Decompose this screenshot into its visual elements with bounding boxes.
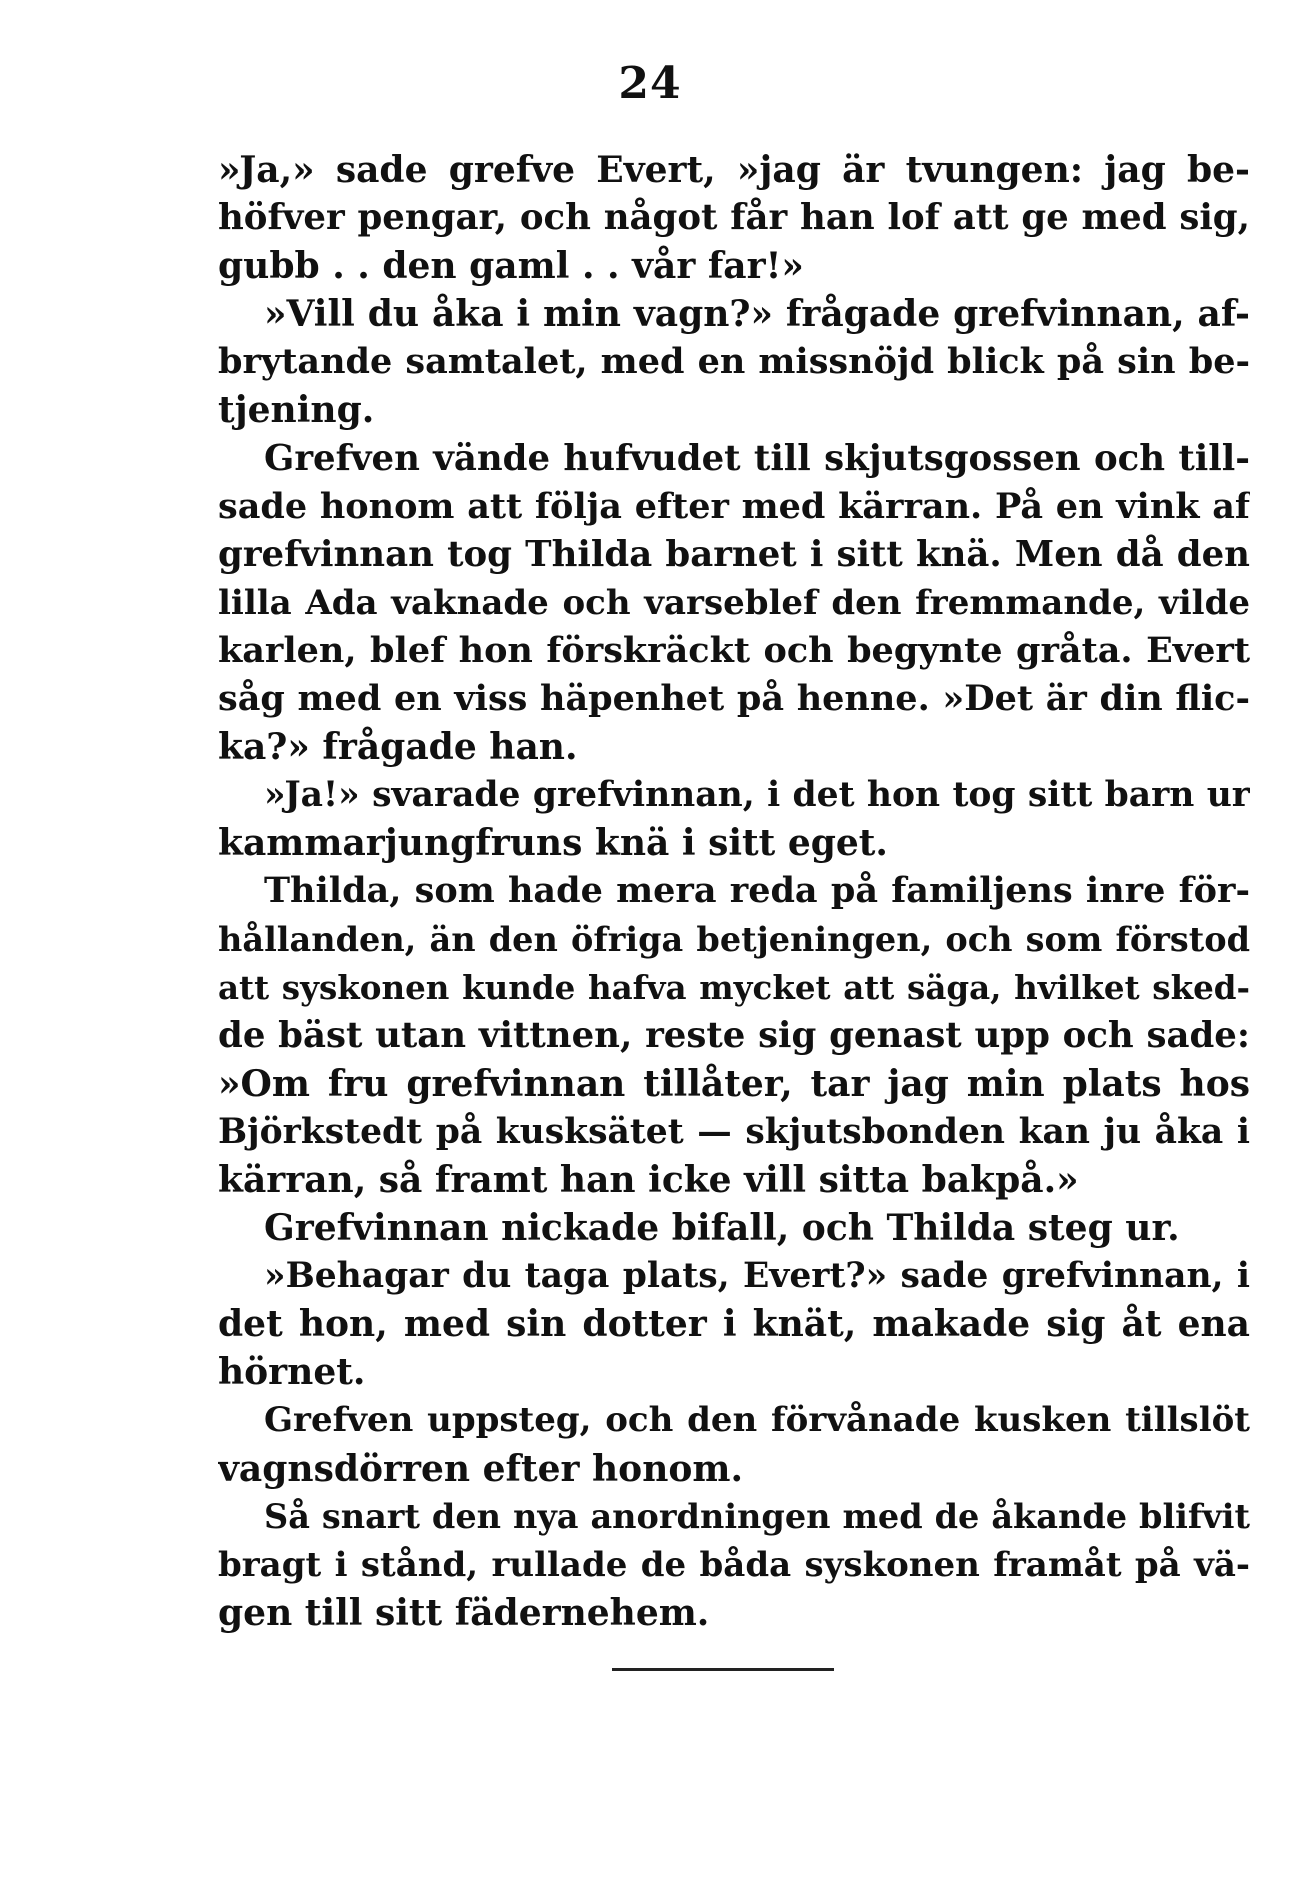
text-line: ka?» frågade han.	[218, 726, 578, 769]
text-line: karlen, blef hon förskräckt och begynte gråta. Evert	[218, 629, 1250, 671]
text-line: Grefven uppsteg, och den förvånade kusken tillslöt	[264, 1400, 1250, 1441]
text-line: Thilda, som hade mera reda på familjens inre för-	[264, 870, 1250, 912]
text-line: »Om fru grefvinnan tillåter, tar jag min plats hos	[218, 1062, 1250, 1105]
text-line: vagnsdörren efter honom.	[218, 1447, 744, 1490]
text-line: brytande samtalet, med en missnöjd blick på sin be-	[218, 341, 1250, 383]
text-line: tjening.	[218, 389, 375, 432]
end-rule-divider	[612, 1668, 834, 1671]
text-line: att syskonen kunde hafva mycket att säga, hvilket sked-	[218, 967, 1250, 1007]
page-number: 24	[618, 58, 682, 109]
text-line: kärran, så framt han icke vill sitta bakpå.»	[218, 1158, 1079, 1201]
text-line: det hon, med sin dotter i knät, makade sig åt ena	[218, 1303, 1250, 1346]
text-line: hållanden, än den öfriga betjeningen, och som förstod	[218, 919, 1250, 959]
text-line: sade honom att följa efter med kärran. På en vink af	[218, 485, 1250, 527]
text-line: Grefvinnan nickade bifall, och Thilda steg ur.	[264, 1207, 1180, 1250]
text-line: Så snart den nya anordningen med de åkande blifvit	[264, 1496, 1250, 1536]
text-line: »Ja,» sade grefve Evert, »jag är tvungen: jag be-	[218, 149, 1250, 191]
text-line: höfver pengar, och något får han lof att ge med sig,	[218, 197, 1250, 239]
text-line: gubb . . den gaml . . vår far!»	[218, 245, 804, 288]
text-line: Björkstedt på kusksätet — skjutsbonden kan ju åka i	[218, 1111, 1250, 1152]
text-line: grefvinnan tog Thilda barnet i sitt knä. Men då den	[218, 533, 1250, 575]
text-line: kammarjungfruns knä i sitt eget.	[218, 822, 888, 865]
text-line: hörnet.	[218, 1351, 366, 1394]
text-line: lilla Ada vaknade och varseblef den fremmande, vilde	[218, 582, 1250, 623]
body-text	[218, 146, 1250, 1637]
text-line: »Ja!» svarade grefvinnan, i det hon tog sitt barn ur	[264, 775, 1250, 816]
text-line: de bäst utan vittnen, reste sig genast upp och sade:	[218, 1014, 1250, 1056]
text-line: »Vill du åka i min vagn?» frågade grefvinnan, af-	[264, 293, 1250, 336]
text-line: bragt i stånd, rullade de båda syskonen framåt på vä-	[218, 1544, 1250, 1585]
text-line: gen till sitt fädernehem.	[218, 1591, 710, 1634]
text-line: Grefven vände hufvudet till skjutsgossen och till-	[264, 437, 1250, 479]
text-line: »Behagar du taga plats, Evert?» sade grefvinnan, i	[264, 1256, 1250, 1297]
text-line: såg med en viss häpenhet på henne. »Det är din flic-	[218, 678, 1250, 720]
